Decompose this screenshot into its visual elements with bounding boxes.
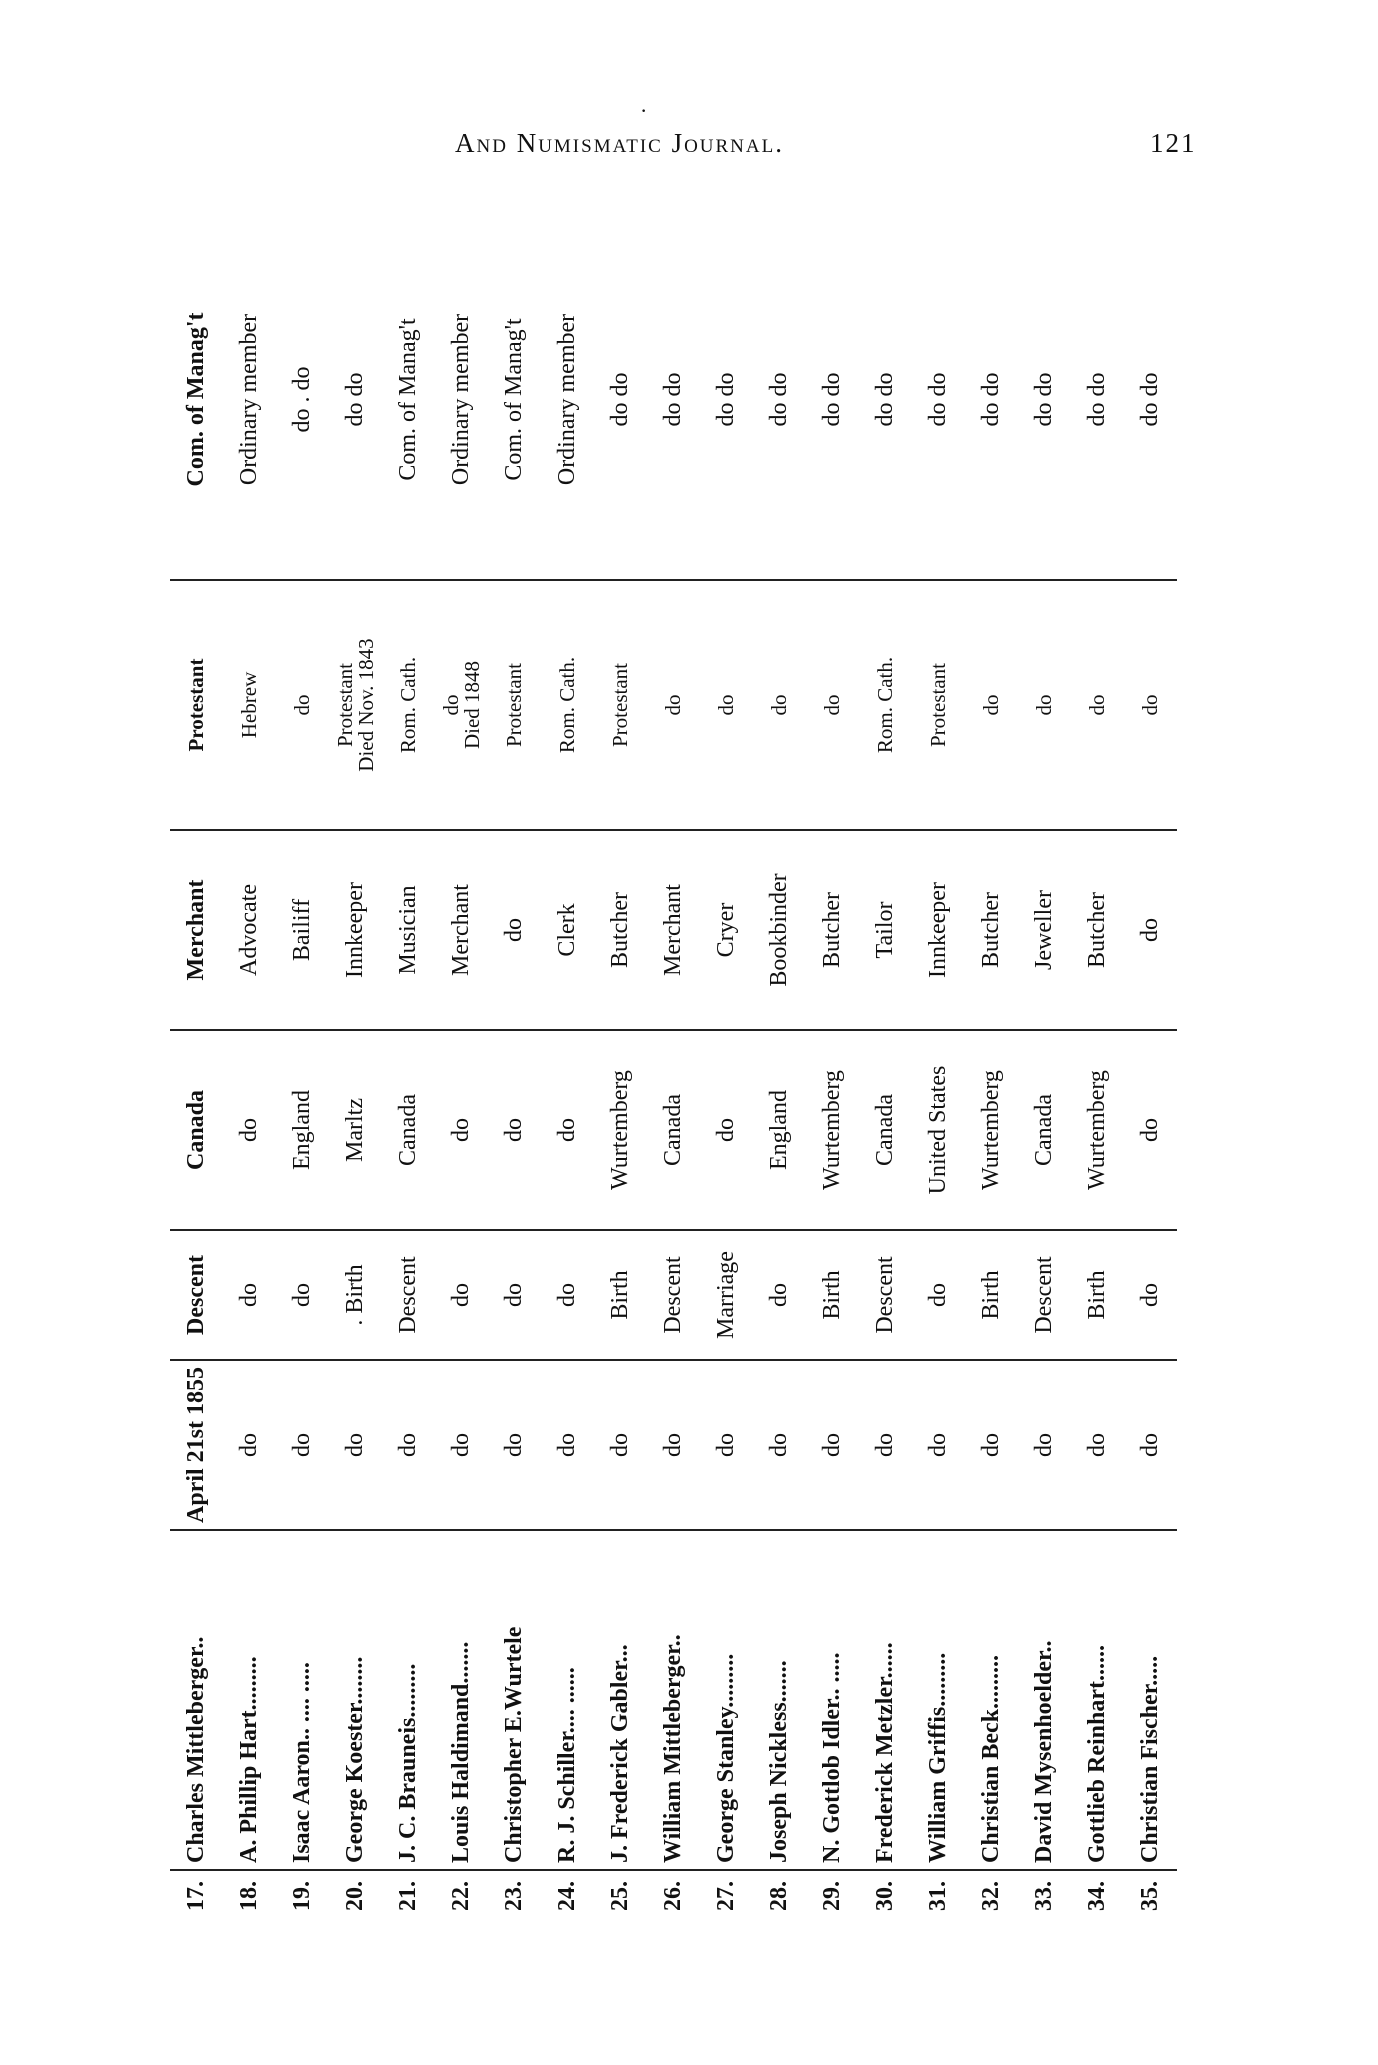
- admission-date-cell: do: [435, 1360, 488, 1530]
- membership-status-cell: Com. of Manag't: [170, 220, 223, 580]
- admission-date-cell: do: [488, 1360, 541, 1530]
- country-cell: Wurtemberg: [1071, 1030, 1124, 1230]
- membership-status-cell: do do: [647, 220, 700, 580]
- occupation-cell: do: [1124, 830, 1177, 1030]
- row-number-cell: 17.: [183, 1881, 209, 1911]
- religion-line: do: [767, 694, 791, 716]
- religion-line: Protestant: [608, 663, 632, 747]
- row-number-cell: 31.: [925, 1881, 951, 1911]
- religion-cell: [170, 580, 223, 830]
- membership-status-cell: do do: [753, 220, 806, 580]
- table-row: [1124, 220, 1177, 1940]
- religion-cell: [647, 580, 700, 830]
- religion-line: Protestant: [926, 663, 950, 747]
- admission-date-cell: April 21st 1855: [170, 1360, 223, 1530]
- admission-date-cell: do: [541, 1360, 594, 1530]
- membership-status-cell: do do: [806, 220, 859, 580]
- religion-line: Protestant: [332, 663, 357, 747]
- religion-cell: [329, 580, 382, 830]
- religion-cell: [1071, 580, 1124, 830]
- occupation-cell: Bailiff: [276, 830, 329, 1030]
- member-name-cell: William Griffis.........: [912, 1530, 965, 1870]
- row-number-cell: 33.: [1031, 1881, 1057, 1911]
- country-cell: Canada: [382, 1030, 435, 1230]
- qualification-cell: do: [435, 1230, 488, 1360]
- religion-line: Rom. Cath.: [555, 656, 579, 754]
- member-name-cell: J. C. Brauneis.........: [382, 1530, 435, 1870]
- admission-date-cell: do: [647, 1360, 700, 1530]
- occupation-cell: Innkeeper: [329, 830, 382, 1030]
- admission-date-cell: do: [382, 1360, 435, 1530]
- member-name-cell: Christian Fischer.....: [1124, 1530, 1177, 1870]
- member-name-cell: William Mittleberger..: [647, 1530, 700, 1870]
- religion-line: do: [661, 694, 685, 716]
- occupation-cell: Butcher: [965, 830, 1018, 1030]
- religion-line: do: [438, 694, 463, 716]
- religion-cell: [541, 580, 594, 830]
- religion-cell: [382, 580, 435, 830]
- admission-date-cell: do: [753, 1360, 806, 1530]
- occupation-cell: Butcher: [806, 830, 859, 1030]
- row-number-cell: 35.: [1137, 1881, 1163, 1911]
- qualification-cell: do: [488, 1230, 541, 1360]
- membership-status-cell: do do: [859, 220, 912, 580]
- table-row: [594, 220, 647, 1940]
- table-row: [1018, 220, 1071, 1940]
- occupation-cell: do: [488, 830, 541, 1030]
- religion-cell: [1018, 580, 1071, 830]
- membership-status-cell: do . do: [276, 220, 329, 580]
- religion-line: Died Nov. 1843: [353, 638, 378, 772]
- occupation-cell: Tailor: [859, 830, 912, 1030]
- occupation-cell: Butcher: [1071, 830, 1124, 1030]
- qualification-cell: Marriage: [700, 1230, 753, 1360]
- occupation-cell: Butcher: [594, 830, 647, 1030]
- member-name-cell: David Mysenhoelder..: [1018, 1530, 1071, 1870]
- qualification-cell: . Birth: [329, 1230, 382, 1360]
- religion-line: Rom. Cath.: [873, 656, 897, 754]
- member-name-cell: N. Gottlob Idler.. .....: [806, 1530, 859, 1870]
- qualification-cell: do: [541, 1230, 594, 1360]
- occupation-cell: Merchant: [647, 830, 700, 1030]
- member-name-cell: R. J. Schiller.... ......: [541, 1530, 594, 1870]
- row-number-cell: 32.: [978, 1881, 1004, 1911]
- qualification-cell: do: [223, 1230, 276, 1360]
- country-cell: Canada: [859, 1030, 912, 1230]
- occupation-cell: Merchant: [435, 830, 488, 1030]
- member-name-cell: George Koester........: [329, 1530, 382, 1870]
- qualification-cell: do: [753, 1230, 806, 1360]
- qualification-cell: Birth: [806, 1230, 859, 1360]
- admission-date-cell: do: [912, 1360, 965, 1530]
- religion-cell: [753, 580, 806, 830]
- religion-line: Protestant: [502, 663, 526, 747]
- religion-line: Hebrew: [237, 671, 261, 739]
- membership-status-cell: Ordinary member: [223, 220, 276, 580]
- country-cell: do: [1124, 1030, 1177, 1230]
- occupation-cell: Cryer: [700, 830, 753, 1030]
- row-number-cell: 19.: [289, 1881, 315, 1911]
- admission-date-cell: do: [1018, 1360, 1071, 1530]
- country-cell: Canada: [1018, 1030, 1071, 1230]
- qualification-cell: Descent: [859, 1230, 912, 1360]
- member-name-cell: Louis Haldimand.......: [435, 1530, 488, 1870]
- membership-status-cell: do do: [1124, 220, 1177, 580]
- religion-cell: [276, 580, 329, 830]
- row-number-cell: 27.: [713, 1881, 739, 1911]
- country-cell: Canada: [170, 1030, 223, 1230]
- running-header: [0, 98, 1378, 168]
- table-row: [647, 220, 700, 1940]
- running-title: And Numismatic Journal.: [455, 128, 784, 158]
- admission-date-cell: do: [223, 1360, 276, 1530]
- qualification-cell: Descent: [647, 1230, 700, 1360]
- country-cell: Wurtemberg: [594, 1030, 647, 1230]
- membership-table: [170, 220, 1177, 1940]
- row-number-cell: 34.: [1084, 1881, 1110, 1911]
- row-number-cell: 28.: [766, 1881, 792, 1911]
- country-cell: Marltz: [329, 1030, 382, 1230]
- religion-cell: [965, 580, 1018, 830]
- member-name-cell: Christopher E.Wurtele: [488, 1530, 541, 1870]
- table-row: [329, 220, 382, 1940]
- qualification-cell: Descent: [1018, 1230, 1071, 1360]
- country-cell: England: [276, 1030, 329, 1230]
- admission-date-cell: do: [594, 1360, 647, 1530]
- member-name-cell: Charles Mittleberger..: [170, 1530, 223, 1870]
- occupation-cell: Advocate: [223, 830, 276, 1030]
- occupation-cell: Innkeeper: [912, 830, 965, 1030]
- religion-line: Protestant: [184, 658, 208, 752]
- religion-cell: [435, 580, 488, 830]
- admission-date-cell: do: [965, 1360, 1018, 1530]
- row-number-cell: 30.: [872, 1881, 898, 1911]
- religion-cell: [700, 580, 753, 830]
- country-cell: Wurtemberg: [965, 1030, 1018, 1230]
- row-number-cell: 23.: [501, 1881, 527, 1911]
- religion-line: do: [1085, 694, 1109, 716]
- country-cell: do: [435, 1030, 488, 1230]
- religion-cell: [912, 580, 965, 830]
- religion-cell: [806, 580, 859, 830]
- member-name-cell: George Stanley.........: [700, 1530, 753, 1870]
- occupation-cell: Clerk: [541, 830, 594, 1030]
- row-number-cell: 18.: [236, 1881, 262, 1911]
- country-cell: Wurtemberg: [806, 1030, 859, 1230]
- religion-line: do: [1032, 694, 1056, 716]
- admission-date-cell: do: [806, 1360, 859, 1530]
- table-row: [170, 220, 223, 1940]
- row-number-cell: 29.: [819, 1881, 845, 1911]
- membership-status-cell: do do: [329, 220, 382, 580]
- table-row: [1071, 220, 1124, 1940]
- member-name-cell: Joseph Nickless.......: [753, 1530, 806, 1870]
- membership-status-cell: Ordinary member: [435, 220, 488, 580]
- membership-status-cell: Ordinary member: [541, 220, 594, 580]
- row-number-cell: 20.: [342, 1881, 368, 1911]
- membership-status-cell: do do: [1071, 220, 1124, 580]
- religion-line: do: [714, 694, 738, 716]
- religion-cell: [223, 580, 276, 830]
- religion-cell: [488, 580, 541, 830]
- table-row: [488, 220, 541, 1940]
- country-cell: do: [488, 1030, 541, 1230]
- member-name-cell: A. Phillip Hart.........: [223, 1530, 276, 1870]
- country-cell: do: [700, 1030, 753, 1230]
- country-cell: Canada: [647, 1030, 700, 1230]
- admission-date-cell: do: [329, 1360, 382, 1530]
- table-row: [859, 220, 912, 1940]
- religion-cell: [1124, 580, 1177, 830]
- qualification-cell: do: [276, 1230, 329, 1360]
- religion-line: do: [820, 694, 844, 716]
- membership-status-cell: Com. of Manag't: [488, 220, 541, 580]
- occupation-cell: Musician: [382, 830, 435, 1030]
- admission-date-cell: do: [1124, 1360, 1177, 1530]
- row-number-cell: 26.: [660, 1881, 686, 1911]
- table-row: [753, 220, 806, 1940]
- membership-table-rotated: [170, 220, 1210, 1940]
- table-row: [223, 220, 276, 1940]
- occupation-cell: Merchant: [170, 830, 223, 1030]
- table-row: [912, 220, 965, 1940]
- religion-line: do: [290, 694, 314, 716]
- qualification-cell: Birth: [965, 1230, 1018, 1360]
- qualification-cell: do: [912, 1230, 965, 1360]
- page-number: 121: [1150, 128, 1197, 158]
- qualification-cell: Descent: [382, 1230, 435, 1360]
- row-number-cell: 22.: [448, 1881, 474, 1911]
- member-name-cell: Christian Beck.........: [965, 1530, 1018, 1870]
- qualification-cell: Birth: [1071, 1230, 1124, 1360]
- member-name-cell: Gottlieb Reinhart......: [1071, 1530, 1124, 1870]
- table-row: [435, 220, 488, 1940]
- row-number-cell: 21.: [395, 1881, 421, 1911]
- membership-status-cell: do do: [1018, 220, 1071, 580]
- admission-date-cell: do: [276, 1360, 329, 1530]
- country-cell: do: [541, 1030, 594, 1230]
- admission-date-cell: do: [1071, 1360, 1124, 1530]
- religion-cell: [594, 580, 647, 830]
- table-row: [276, 220, 329, 1940]
- country-cell: England: [753, 1030, 806, 1230]
- row-number-cell: 25.: [607, 1881, 633, 1911]
- qualification-cell: Birth: [594, 1230, 647, 1360]
- qualification-cell: Descent: [170, 1230, 223, 1360]
- religion-line: Rom. Cath.: [396, 656, 420, 754]
- country-cell: do: [223, 1030, 276, 1230]
- admission-date-cell: do: [700, 1360, 753, 1530]
- membership-status-cell: do do: [965, 220, 1018, 580]
- religion-line: do: [1138, 694, 1162, 716]
- religion-cell: [859, 580, 912, 830]
- row-number-cell: 24.: [554, 1881, 580, 1911]
- table-body: [170, 220, 1177, 1940]
- member-name-cell: J. Frederick Gabler...: [594, 1530, 647, 1870]
- stray-mark: ·: [640, 98, 648, 123]
- religion-line: do: [979, 694, 1003, 716]
- country-cell: United States: [912, 1030, 965, 1230]
- occupation-cell: Jeweller: [1018, 830, 1071, 1030]
- table-row: [965, 220, 1018, 1940]
- membership-status-cell: Com. of Manag't: [382, 220, 435, 580]
- admission-date-cell: do: [859, 1360, 912, 1530]
- table-row: [541, 220, 594, 1940]
- membership-status-cell: do do: [912, 220, 965, 580]
- membership-status-cell: do do: [700, 220, 753, 580]
- member-name-cell: Frederick Metzler......: [859, 1530, 912, 1870]
- occupation-cell: Bookbinder: [753, 830, 806, 1030]
- table-row: [806, 220, 859, 1940]
- member-name-cell: Isaac Aaron.. .... .....: [276, 1530, 329, 1870]
- table-row: [382, 220, 435, 1940]
- membership-status-cell: do do: [594, 220, 647, 580]
- religion-line: Died 1848: [459, 660, 484, 750]
- table-row: [700, 220, 753, 1940]
- qualification-cell: do: [1124, 1230, 1177, 1360]
